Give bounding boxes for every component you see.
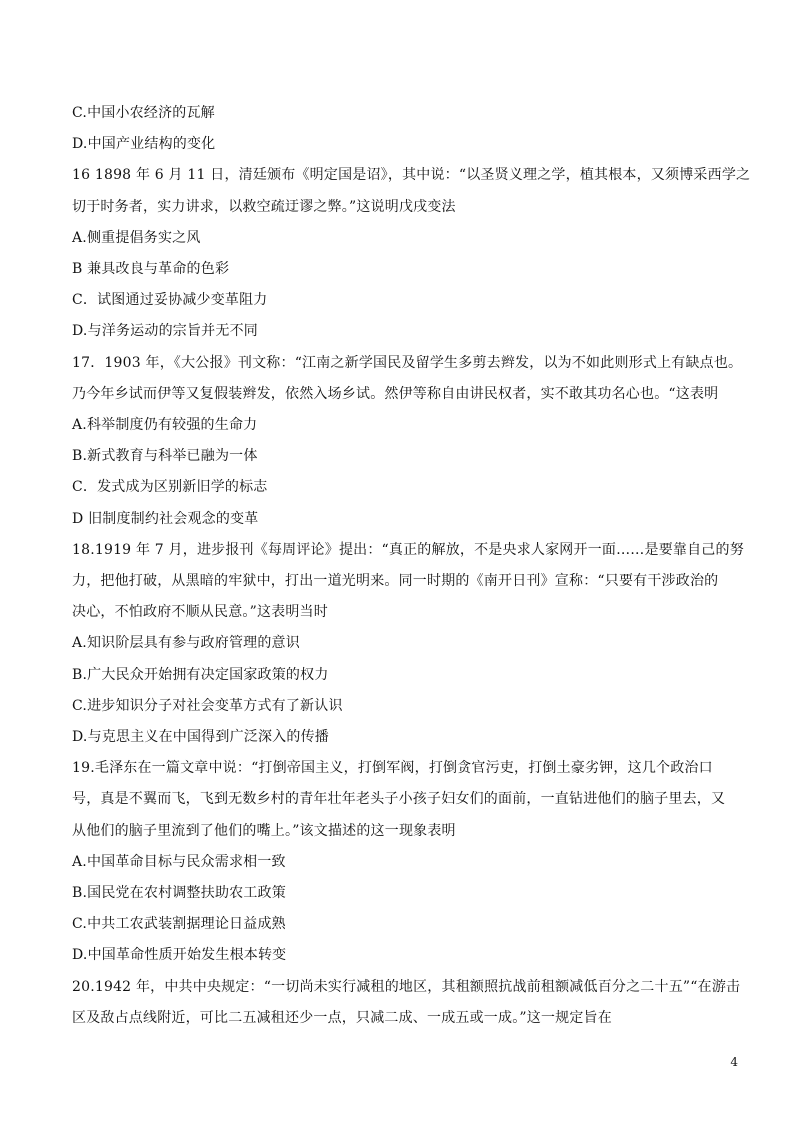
question-line: 乃今年乡试而伊等又复假装辫发，依然入场乡试。然伊等称自由讲民权者，实不敢其功名心也。“这表明 xyxy=(72,385,719,402)
option-line: C．试图通过妥协减少变革阻力 xyxy=(72,292,268,309)
option-line: B.广大民众开始拥有决定国家政策的权力 xyxy=(72,666,329,683)
option-line: B.国民党在农村调整扶助农工政策 xyxy=(72,885,286,902)
option-line: D 旧制度制约社会观念的变革 xyxy=(72,510,259,527)
question-line: 16 1898 年 6 月 11 日，清廷颁布《明定国是诏》，其中说：“以圣贤义理之学，植其根本，又须博采西学之 xyxy=(72,167,751,184)
question-line: 力，把他打破，从黑暗的牢狱中，打出一道光明来。同一时期的《南开日刊》宣称：“只要有干涉政治的 xyxy=(72,573,719,590)
question-line: 从他们的脑子里流到了他们的嘴上。”该文描述的这一现象表明 xyxy=(72,822,456,839)
option-line: D.与洋务运动的宗旨并无不同 xyxy=(72,323,258,340)
question-line: 18.1919 年 7 月，进步报刊《每周评论》提出：“真正的解放，不是央求人家网开一面……是要靠自己的努 xyxy=(72,541,744,558)
option-line: B.新式教育与科举已融为一体 xyxy=(72,448,258,465)
question-line: 20.1942 年，中共中央规定：“一切尚未实行减租的地区，其租额照抗战前租额减低百分之二十五”“在游击 xyxy=(72,978,741,995)
option-line: D.中国产业结构的变化 xyxy=(72,136,216,153)
question-line: 号，真是不翼而飞，飞到无数乡村的青年壮年老头子小孩子妇女们的面前，一直钻进他们的脑子里去，又 xyxy=(72,791,726,808)
option-line: B 兼具改良与革命的色彩 xyxy=(72,261,230,278)
question-line: 17．1903 年，《大公报》刊文称：“江南之新学国民及留学生多剪去辫发，以为不如此则形式上有缺点也。 xyxy=(72,354,743,371)
question-line: 决心，不怕政府不顺从民意。”这表明当时 xyxy=(72,604,328,621)
question-line: 区及敌占点线附近，可比二五减租还少一点，只减二成、一成五或一成。”这一规定旨在 xyxy=(72,1009,612,1026)
question-line: 19.毛泽东在一篇文章中说：“打倒帝国主义，打倒军阀，打倒贪官污吏，打倒土豪劣钾，这几个政治口 xyxy=(72,760,713,777)
question-line: 切于时务者，实力讲求，以救空疏迂谬之弊。”这说明戊戌变法 xyxy=(72,198,456,215)
option-line: A.知识阶层具有参与政府管理的意识 xyxy=(72,635,300,652)
option-line: A.侧重提倡务实之风 xyxy=(72,229,201,246)
option-line: A.科举制度仍有较强的生命力 xyxy=(72,417,258,434)
option-line: C.进步知识分子对社会变革方式有了新认识 xyxy=(72,697,343,714)
option-line: D.与克思主义在中国得到广泛深入的传播 xyxy=(72,729,329,746)
page-number: 4 xyxy=(730,1055,738,1069)
option-line: D.中国革命性质开始发生根本转变 xyxy=(72,947,287,964)
option-line: A.中国革命目标与民众需求相一致 xyxy=(72,853,286,870)
document-body xyxy=(72,98,751,1034)
option-line: C.中国小农经济的瓦解 xyxy=(72,105,215,121)
option-line: C.中共工农武装割据理论日益成熟 xyxy=(72,916,286,933)
option-line: C．发式成为区别新旧学的标志 xyxy=(72,479,268,496)
